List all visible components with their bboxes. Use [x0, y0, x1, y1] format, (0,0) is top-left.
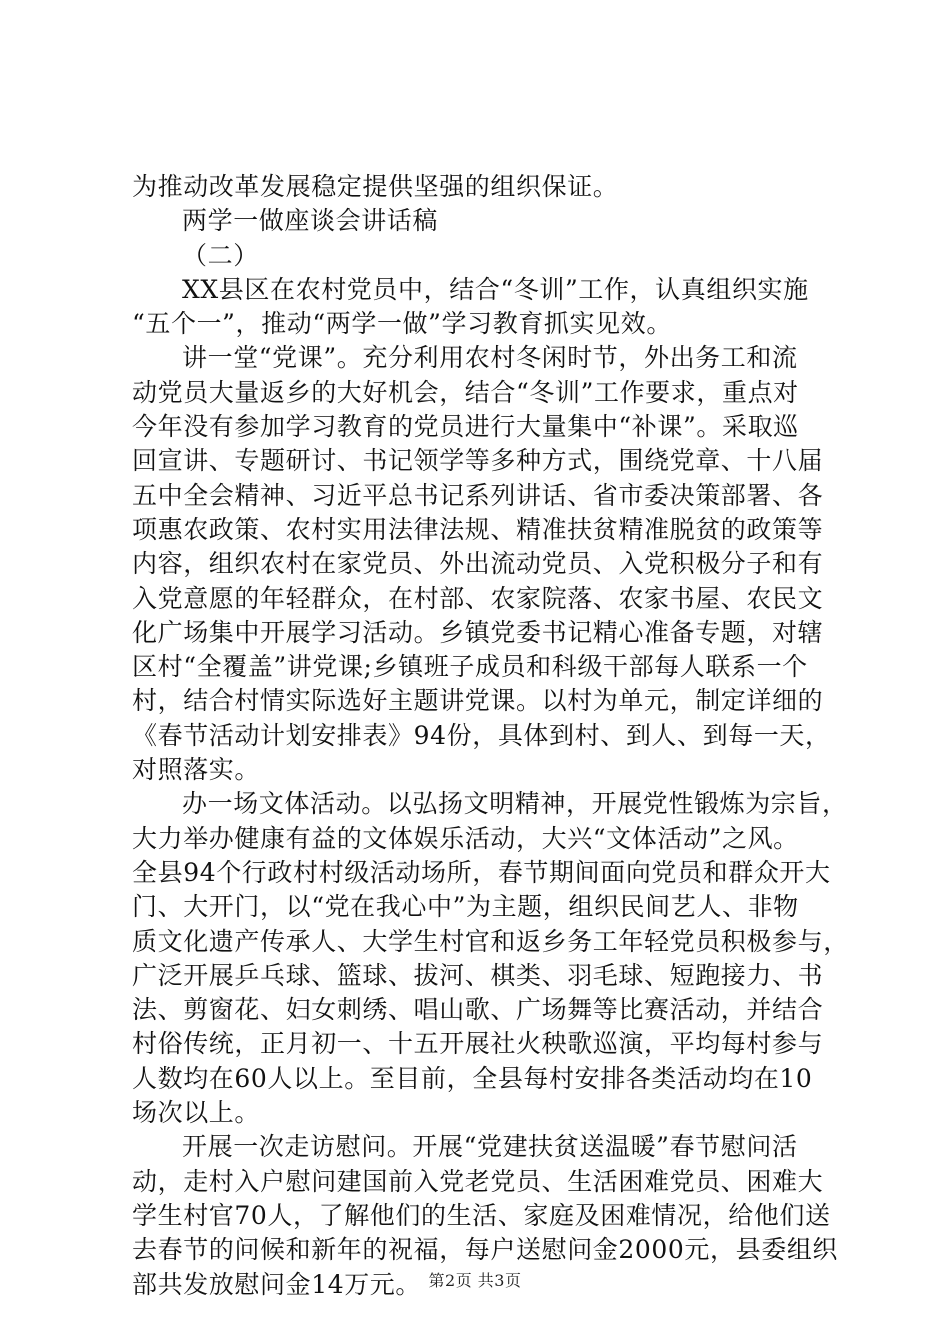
text-line: 化广场集中开展学习活动。乡镇党委书记精心准备专题，对辖	[132, 617, 824, 647]
text-line: 广泛开展乒乓球、篮球、拔河、棋类、羽毛球、短跑接力、书	[132, 960, 824, 990]
text-line: 人数均在60人以上。至目前，全县每村安排各类活动均在10	[132, 1063, 813, 1093]
text-line: 区村“全覆盖”讲党课;乡镇班子成员和科级干部每人联系一个	[132, 652, 808, 682]
text-line: 门、大开门，以“党在我心中”为主题，组织民间艺人、非物	[132, 892, 799, 922]
text-line: 对照落实。	[132, 755, 261, 785]
text-line: 去春节的问候和新年的祝福，每户送慰问金2000元，县委组织	[132, 1235, 839, 1265]
text-line: 内容，组织农村在家党员、外出流动党员、入党积极分子和有	[132, 549, 824, 579]
text-line: 回宣讲、专题研讨、书记领学等多种方式，围绕党章、十八届	[132, 446, 824, 476]
text-line: 为推动改革发展稳定提供坚强的组织保证。	[132, 172, 619, 201]
text-line: 大力举办健康有益的文体娱乐活动，大兴“文体活动”之风。	[132, 823, 799, 853]
text-line: “五个一”，推动“两学一做”学习教育抓实见效。	[132, 309, 672, 339]
text-line: 部共发放慰问金14万元。	[132, 1269, 422, 1299]
text-line: 全县94个行政村村级活动场所，春节期间面向党员和群众开大	[132, 857, 831, 887]
text-line: 动，走村入户慰问建国前入党老党员、生活困难党员、困难大	[132, 1166, 824, 1196]
text-line: 今年没有参加学习教育的党员进行大量集中“补课”。采取巡	[132, 412, 799, 442]
text-line: XX县区在农村党员中，结合“冬训”工作，认真组织实施	[182, 274, 809, 304]
text-line: 两学一做座谈会讲话稿	[182, 206, 439, 236]
text-line: 办一场文体活动。以弘扬文明精神，开展党性锻炼为宗旨，	[182, 789, 848, 819]
document-body	[132, 170, 849, 1302]
text-line: 场次以上。	[132, 1098, 261, 1128]
text-line: 开展一次走访慰问。开展“党建扶贫送温暖”春节慰问活	[182, 1132, 798, 1162]
text-line: 《春节活动计划安排表》94份，具体到村、到人、到每一天，	[132, 720, 831, 750]
text-line: 动党员大量返乡的大好机会，结合“冬训”工作要求，重点对	[132, 377, 799, 407]
text-line: 质文化遗产传承人、大学生村官和返乡务工年轻党员积极参与，	[132, 926, 849, 956]
text-line: 五中全会精神、习近平总书记系列讲话、省市委决策部署、各	[132, 480, 824, 510]
page-footer: 第2页 共3页	[428, 1271, 522, 1290]
text-line: 项惠农政策、农村实用法律法规、精准扶贫精准脱贫的政策等	[132, 514, 824, 544]
text-line: 村俗传统，正月初一、十五开展社火秧歌巡演，平均每村参与	[132, 1029, 824, 1059]
text-line: 村，结合村情实际选好主题讲党课。以村为单元，制定详细的	[132, 686, 824, 716]
text-line: （二）	[182, 240, 259, 270]
text-line: 法、剪窗花、妇女刺绣、唱山歌、广场舞等比赛活动，并结合	[132, 995, 824, 1025]
text-line: 入党意愿的年轻群众，在村部、农家院落、农家书屋、农民文	[132, 583, 824, 613]
text-line: 学生村官70人，了解他们的生活、家庭及困难情况，给他们送	[132, 1200, 831, 1230]
text-line: 讲一堂“党课”。充分利用农村冬闲时节，外出务工和流	[182, 343, 798, 373]
